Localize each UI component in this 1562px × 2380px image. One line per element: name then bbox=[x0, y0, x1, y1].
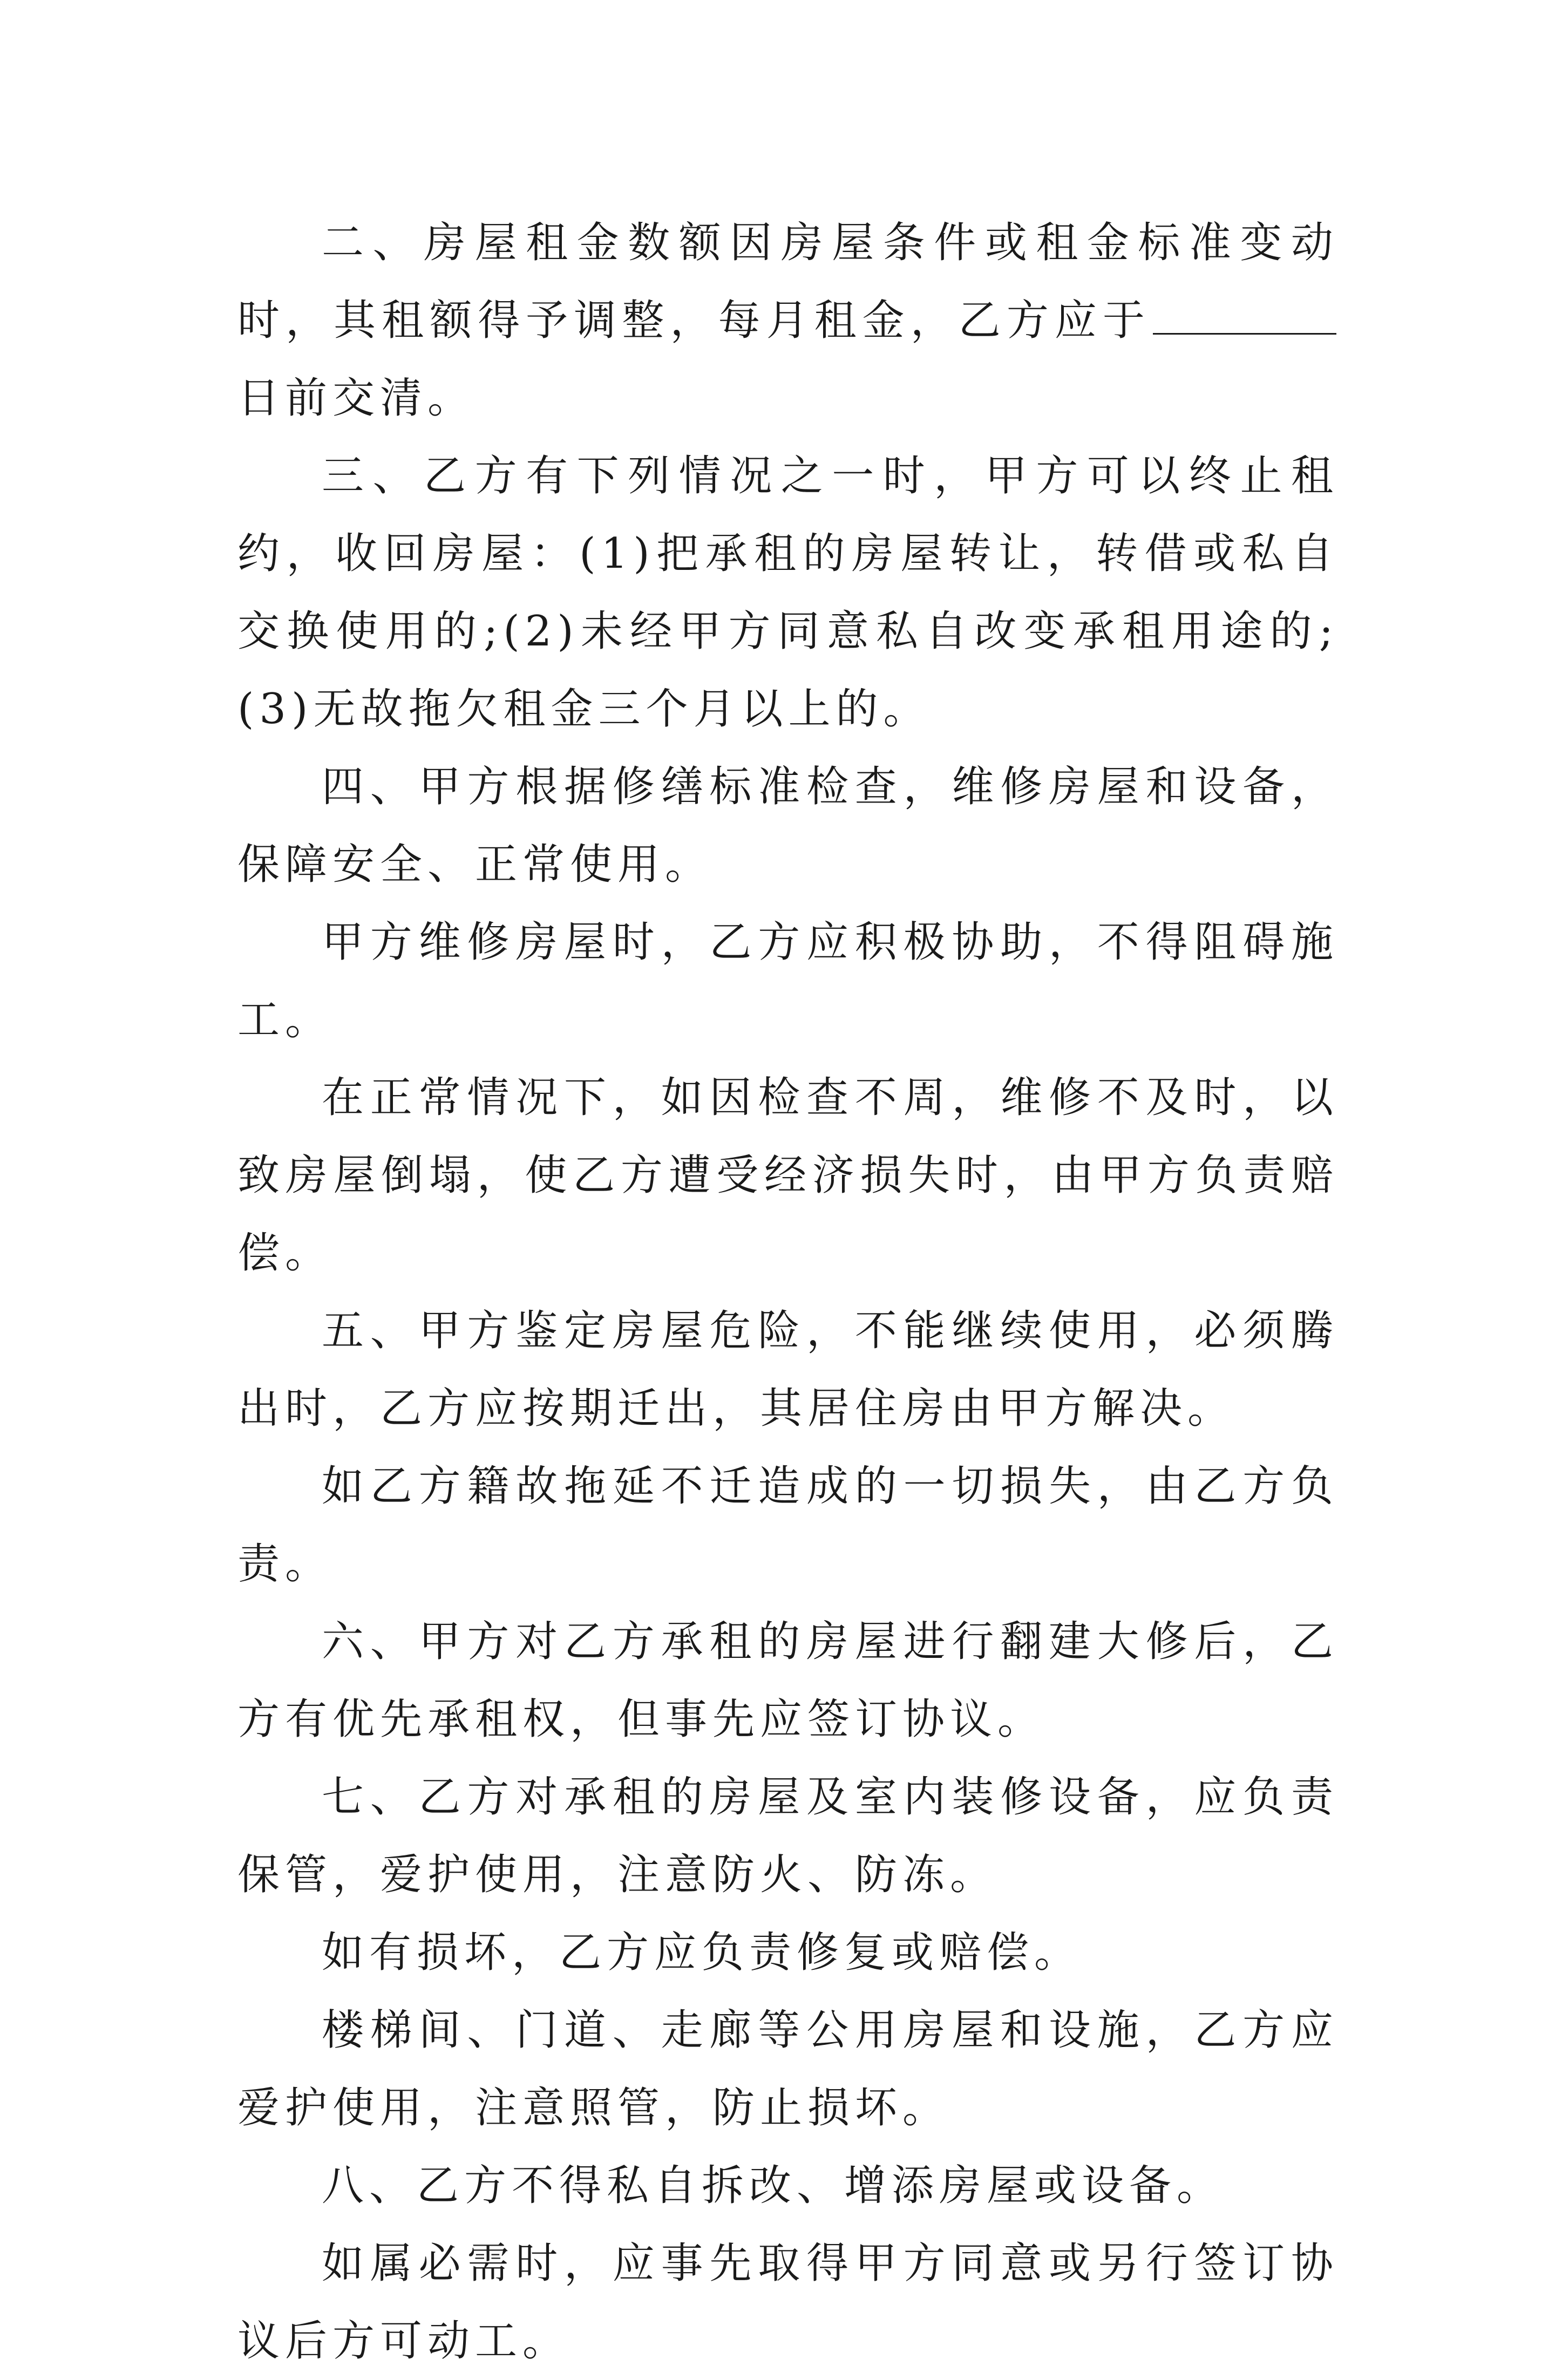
blank-fill-line bbox=[1153, 331, 1336, 335]
paragraph-public-facilities: 楼梯间、门道、走廊等公用房屋和设施，乙方应爱护使用，注意照管，防止损坏。 bbox=[237, 2006, 1339, 2132]
paragraph-damage-repair: 如有损坏，乙方应负责修复或赔偿。 bbox=[322, 1928, 1082, 1977]
paragraph-no-alteration: 八、乙方不得私自拆改、增添房屋或设备。 bbox=[322, 2161, 1225, 2210]
paragraph-text: 二、房屋租金数额因房屋条件或租金标准变动时，其租额得予调整，每月租金，乙方应于 bbox=[237, 219, 1339, 345]
paragraph-termination: 三、乙方有下列情况之一时，甲方可以终止租约，收回房屋：(1)把承租的房屋转让，转借或私自交换使用的;(2)未经甲方同意私自改变承租用途的;(3)无故拖欠租金三个月以上的。 bbox=[237, 452, 1339, 733]
paragraph-compensation: 在正常情况下，如因检查不周，维修不及时，以致房屋倒塌，使乙方遭受经济损失时，由甲方负责赔偿。 bbox=[237, 1073, 1339, 1277]
paragraph-rent-adjustment bbox=[237, 204, 1339, 437]
paragraph-dangerous-house: 五、甲方鉴定房屋危险，不能继续使用，必须腾出时，乙方应按期迁出，其居住房由甲方解决。 bbox=[237, 1307, 1339, 1433]
paragraph-priority-lease: 六、甲方对乙方承租的房屋进行翻建大修后，乙方有优先承租权，但事先应签订协议。 bbox=[237, 1617, 1339, 1744]
paragraph-text: 日前交清。 bbox=[237, 374, 476, 423]
paragraph-prior-consent: 如属必需时，应事先取得甲方同意或另行签订协议后方可动工。 bbox=[237, 2239, 1339, 2365]
paragraph-maintenance: 四、甲方根据修缮标准检查，维修房屋和设备，保障安全、正常使用。 bbox=[237, 763, 1339, 889]
paragraph-repair-cooperation: 甲方维修房屋时，乙方应积极协助，不得阻碍施工。 bbox=[237, 918, 1339, 1044]
document-body bbox=[237, 204, 1339, 2380]
paragraph-delay-loss: 如乙方籍故拖延不迁造成的一切损失，由乙方负责。 bbox=[237, 1462, 1339, 1588]
paragraph-custody: 七、乙方对承租的房屋及室内装修设备，应负责保管，爱护使用，注意防火、防冻。 bbox=[237, 1773, 1339, 1899]
